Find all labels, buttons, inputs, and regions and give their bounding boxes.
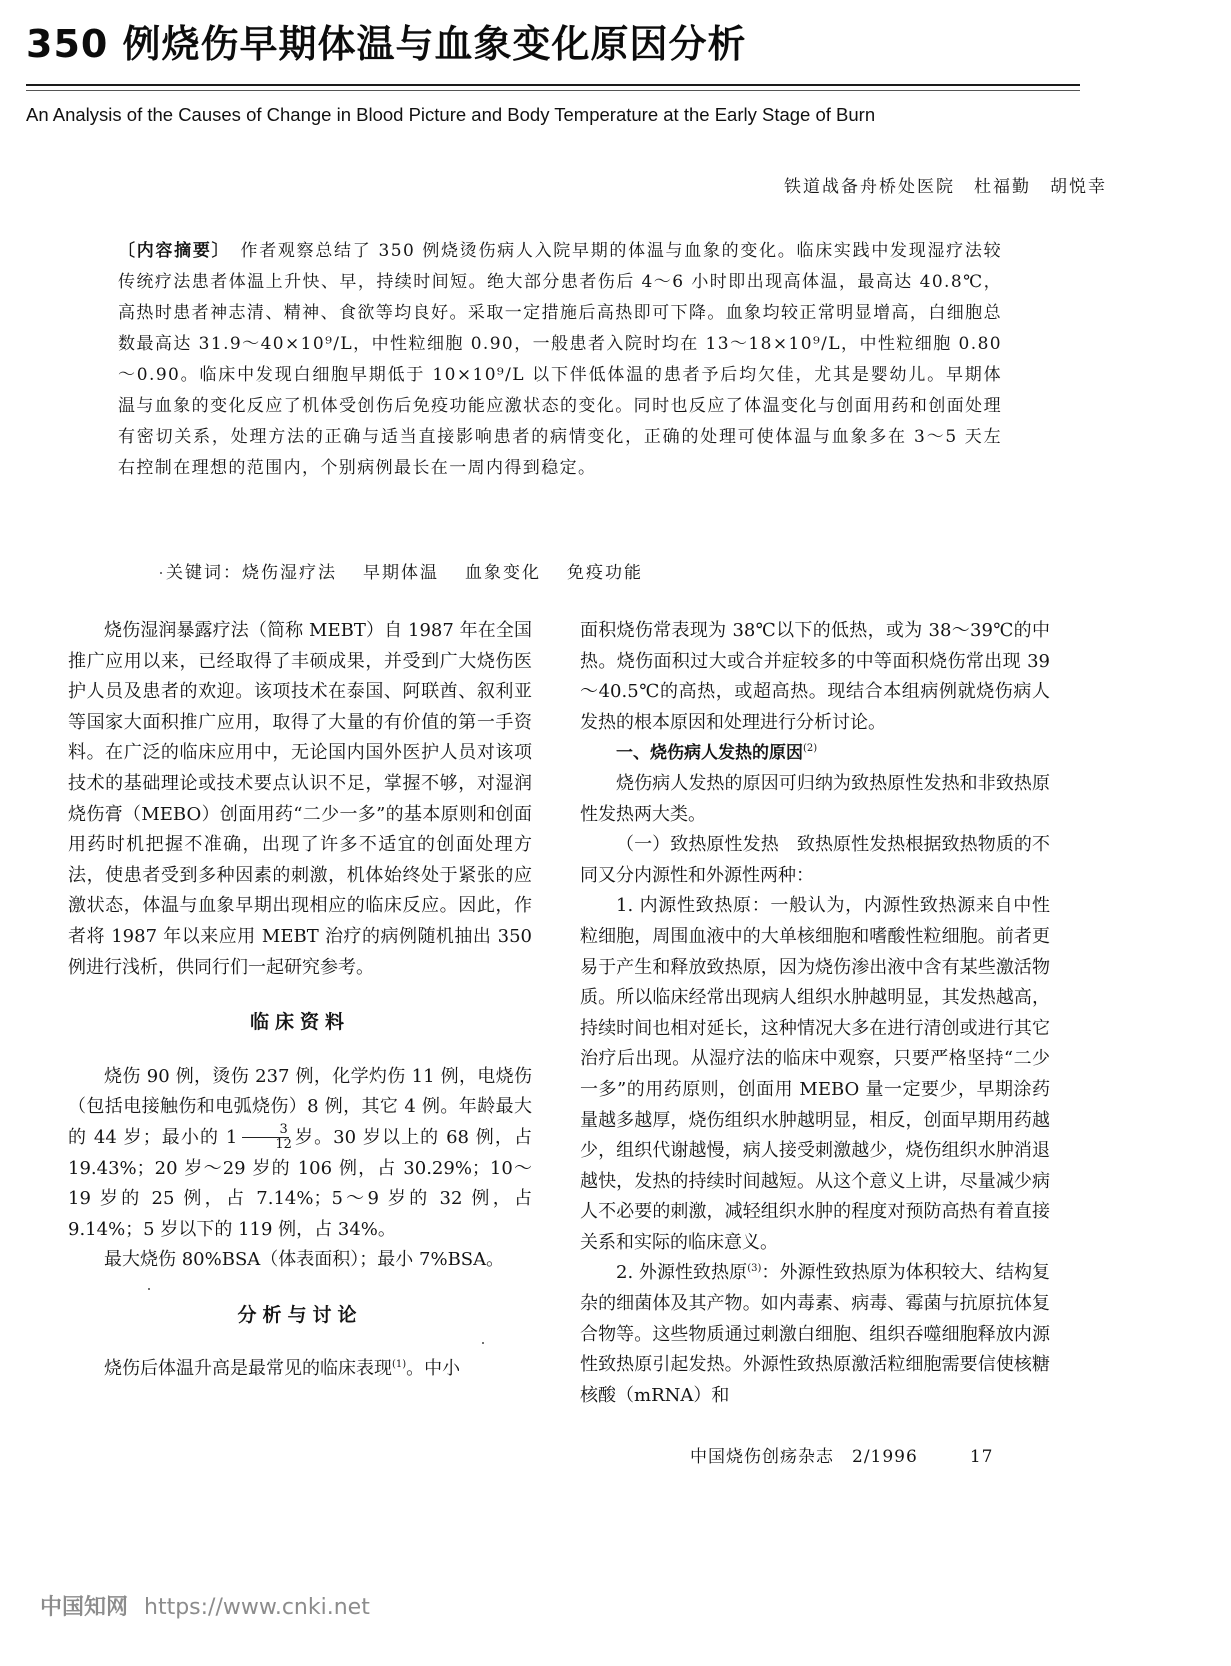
clinical-text-b: 岁。30 岁以上的 68 例，占 19.43%；20 岁～29 岁的 106 例，占 30.29%；10～19 岁的 25 例，占 7.14%；5～9 岁的 32 例，占 9.14%；5 岁以下的 119 例，占 34%。 xyxy=(68,1126,532,1240)
fraction-numerator: 3 xyxy=(242,1123,288,1138)
pyrogenic-fever-paragraph: （一）致热原性发热 致热原性发热根据致热物质的不同又分内源性和外源性两种： xyxy=(580,834,1050,886)
keywords-label: 关键词： xyxy=(166,563,242,583)
subheading-text: 一、烧伤病人发热的原因 xyxy=(616,743,803,764)
abstract-label: 〔内容摘要〕 xyxy=(118,241,222,261)
reference-marker: (2) xyxy=(803,743,818,755)
abstract-text: 作者观察总结了 350 例烧烫伤病人入院早期的体温与血象的变化。临床实践中发现湿疗法较传统疗法患者体温上升快、早，持续时间短。绝大部分患者伤后 4～6 小时即出现高体温，最高达 40.8℃，高热时患者神志清、精神、食欲等均良好。采取一定措施后高热即可下降。血象均较正常明显增高，白细胞总数最高达 31.9～40×10⁹/L，中性粒细胞 0.90，一般患者入院时均在 13～18×10⁹/L，中性粒细胞 0.80～0.90。临床中发现白细胞早期低于 10×10⁹/L 以下伴低体温的患者予后均欠佳，尤其是婴幼儿。早期体温与血象的变化反应了机体受创伤后免疫功能应激状态的变化。同时也反应了体温变化与创面用药和创面处理有密切关系，处理方法的正确与适当直接影响患者的病情变化，正确的处理可使体温与血象多在 3～5 天左右控制在理想的范围内，个别病例最长在一周内得到稳定。 xyxy=(118,241,1002,478)
title-rule-thin xyxy=(26,90,1080,91)
cause-intro-paragraph: 烧伤病人发热的原因可归纳为致热原性发热和非致热原性发热两大类。 xyxy=(580,772,1050,825)
scan-speck xyxy=(148,1288,150,1290)
clinical-text-a: 烧伤 90 例，烫伤 237 例，化学灼伤 11 例，电烧伤（包括电接触伤和电弧烧伤）8 例，其它 4 例。年龄最大的 44 岁；最小的 1 xyxy=(68,1065,532,1148)
scan-speck xyxy=(160,572,162,574)
watermark-cn: 中国知网 xyxy=(40,1595,129,1620)
intro-paragraph: 烧伤湿润暴露疗法（简称 MEBT）自 1987 年在全国推广应用以来，已经取得了丰硕成果，并受到广大烧伤医护人员及患者的欢迎。该项技术在泰国、阿联酋、叙利亚等国家大面积推广应用，取得了大量的有价值的第一手资料。在广泛的临床应用中，无论国内国外医护人员对该项技术的基础理论或技术要点认识不足，掌握不够，对湿润烧伤膏（MEBO）创面用药“二少一多”的基本原则和创面用药时机把握不准确，出现了许多不适宜的创面处理方法，使患者受到多种因素的刺激，机体始终处于紧张的应激状态，体温与血象早期出现相应的临床反应。因此，作者将 1987 年以来应用 MEBT 治疗的病例随机抽出 350 例进行浅析，供同行们一起研究参考。 xyxy=(68,620,532,978)
endogenous-pyrogen-paragraph: 1. 内源性致热原：一般认为，内源性致热源来自中性粒细胞，周围血液中的大单核细胞和嗜酸性粒细胞。前者更易于产生和释放致热原，因为烧伤渗出液中含有某些激活物质。所以临床经常出现病人组织水肿越明显，其发热越高，持续时间也相对延长，这种情况大多在进行清创或进行其它治疗后出现。从湿疗法的临床中观察，只要严格坚持“二少一多”的用药原则，创面用 MEBO 量一定要少，早期涂药量越多越厚，烧伤组织水肿越明显，相反，创面早期用药越少，组织代谢越慢，病人接受刺激越少，烧伤组织水肿消退越快，发热的持续时间越短。从这个意义上讲，尽量减少病人不必要的刺激，减轻组织水肿的程度对预防高热有着直接关系和实际的临床意义。 xyxy=(580,895,1050,1253)
watermark-url: https://www.cnki.net xyxy=(144,1595,370,1620)
burn-area-paragraph: 最大烧伤 80%BSA（体表面积）；最小 7%BSA。 xyxy=(104,1249,505,1271)
exogenous-label: 2. 外源性致热原 xyxy=(616,1262,748,1284)
section-heading-clinical-data: 临床资料 xyxy=(249,1011,350,1034)
keywords xyxy=(166,558,669,583)
fraction-denominator: 12 xyxy=(275,1137,292,1153)
reference-marker: (3) xyxy=(747,1263,762,1275)
reference-marker: (1) xyxy=(392,1359,407,1371)
section-heading-analysis: 分析与讨论 xyxy=(237,1303,363,1326)
cnki-watermark xyxy=(40,1590,370,1621)
title-rule-thick xyxy=(26,84,1080,86)
discussion-text: 烧伤后体温升高是最常见的临床表现 xyxy=(104,1358,392,1380)
left-column xyxy=(68,616,532,1385)
exogenous-pyrogen-paragraph xyxy=(580,1258,1050,1411)
age-fraction xyxy=(239,1123,292,1152)
discussion-tail: 。中小 xyxy=(406,1358,461,1380)
continued-paragraph: 面积烧伤常表现为 38℃以下的低热，或为 38～39℃的中热。烧伤面积过大或合并症较多的中等面积烧伤常出现 39～40.5℃的高热，或超高热。现结合本组病例就烧伤病人发热的根本原因和处理进行分析讨论。 xyxy=(580,620,1050,733)
scan-speck xyxy=(482,1342,484,1344)
journal-name: 中国烧伤创疡杂志 xyxy=(690,1447,834,1467)
discussion-paragraph xyxy=(68,1354,532,1385)
keyword: 烧伤湿疗法 xyxy=(242,563,337,583)
journal-issue: 2/1996 xyxy=(852,1447,918,1467)
right-column xyxy=(580,616,1050,1411)
keyword: 早期体温 xyxy=(363,563,439,583)
author-line: 铁道战备舟桥处医院 杜福勤 胡悦幸 xyxy=(784,177,1107,197)
subheading-fever-causes xyxy=(580,738,1050,769)
page-footer xyxy=(690,1442,993,1467)
clinical-data-paragraph xyxy=(68,1062,532,1246)
abstract xyxy=(118,236,1002,484)
keyword: 免疫功能 xyxy=(567,563,643,583)
keyword: 血象变化 xyxy=(465,563,541,583)
paper-title: 350 例烧伤早期体温与血象变化原因分析 xyxy=(26,22,747,66)
page-number: 17 xyxy=(969,1447,994,1467)
english-title: An Analysis of the Causes of Change in Blood Picture and Body Temperature at the Early Stage of Burn xyxy=(26,104,876,125)
exogenous-text: ：外源性致热原为体积较大、结构复杂的细菌体及其产物。如内毒素、病毒、霉菌与抗原抗体复合物等。这些物质通过刺激白细胞、组织吞噬细胞释放内源性致热原引起发热。外源性致热原激活粒细胞需要信使核糖核酸（mRNA）和 xyxy=(580,1262,1050,1406)
